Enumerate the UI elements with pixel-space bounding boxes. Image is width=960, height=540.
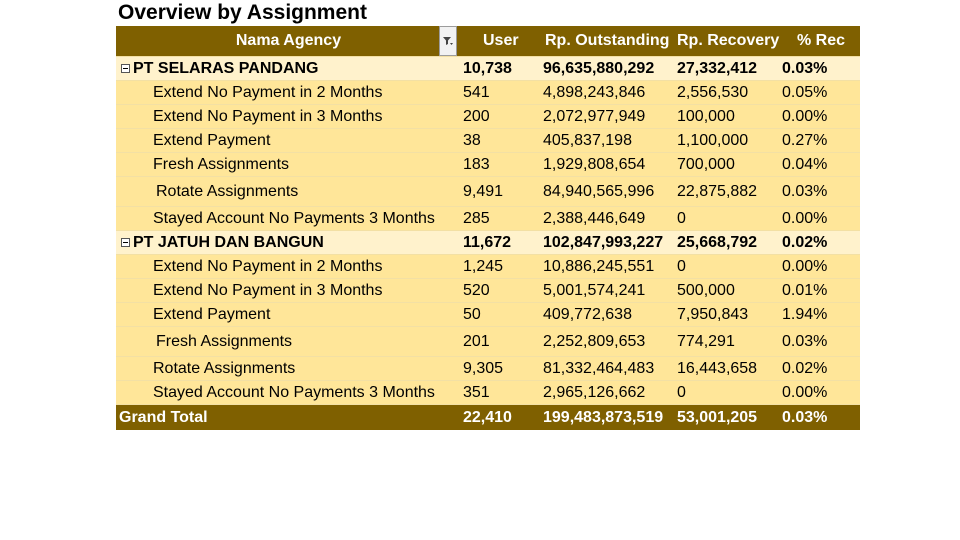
grand-total-label: Grand Total [119,408,208,426]
cell-name: Extend Payment [153,305,271,323]
cell-outstanding: 96,635,880,292 [543,59,655,77]
cell-name: Extend No Payment in 3 Months [153,281,383,299]
group-name: PT SELARAS PANDANG [133,59,319,77]
cell-pct-rec: 0.02% [782,233,828,251]
table-row[interactable] [116,255,860,279]
table-row[interactable] [116,327,860,357]
page-title: Overview by Assignment [118,1,367,24]
cell-outstanding: 199,483,873,519 [543,408,664,426]
cell-recovery: 500,000 [677,281,735,299]
column-header-user[interactable]: User [483,32,519,49]
cell-name: Extend Payment [153,131,271,149]
cell-name: Extend No Payment in 3 Months [153,107,383,125]
group-row[interactable] [116,57,860,81]
cell-outstanding: 2,252,809,653 [543,332,646,350]
cell-recovery: 1,100,000 [677,131,749,149]
collapse-minus-icon[interactable] [121,64,130,73]
cell-recovery: 27,332,412 [677,59,758,77]
cell-user: 200 [463,107,490,125]
cell-outstanding: 409,772,638 [543,305,632,323]
cell-outstanding: 81,332,464,483 [543,359,655,377]
pivot-table [116,26,860,430]
cell-outstanding: 102,847,993,227 [543,233,664,251]
cell-user: 541 [463,83,490,101]
cell-pct-rec: 0.02% [782,359,828,377]
cell-name: Fresh Assignments [156,332,293,350]
cell-user: 9,491 [463,182,504,200]
cell-recovery: 53,001,205 [677,408,758,426]
cell-user: 11,672 [463,233,512,251]
cell-outstanding: 2,072,977,949 [543,107,646,125]
cell-recovery: 0 [677,209,686,227]
cell-recovery: 0 [677,257,686,275]
cell-recovery: 25,668,792 [677,233,758,251]
cell-outstanding: 405,837,198 [543,131,632,149]
column-header-nama-agency[interactable]: Nama Agency [235,32,342,49]
cell-user: 38 [463,131,481,149]
pivot-header-row [116,26,860,57]
cell-outstanding: 5,001,574,241 [543,281,646,299]
cell-outstanding: 10,886,245,551 [543,257,655,275]
table-row[interactable] [116,357,860,381]
cell-recovery: 100,000 [677,107,735,125]
table-row[interactable] [116,381,860,405]
column-header-pct-rec[interactable]: % Rec [797,32,846,49]
cell-pct-rec: 0.00% [782,107,828,125]
cell-outstanding: 2,388,446,649 [543,209,646,227]
cell-outstanding: 84,940,565,996 [543,182,655,200]
cell-user: 285 [463,209,490,227]
cell-name: Stayed Account No Payments 3 Months [153,383,435,401]
cell-recovery: 700,000 [677,155,735,173]
cell-name: Rotate Assignments [153,359,296,377]
column-header-outstanding[interactable]: Rp. Outstanding [545,32,670,49]
table-row[interactable] [116,207,860,231]
cell-recovery: 774,291 [677,332,735,350]
table-row[interactable] [116,81,860,105]
group-name: PT JATUH DAN BANGUN [133,233,324,251]
cell-recovery: 7,950,843 [677,305,749,323]
table-row[interactable] [116,153,860,177]
table-row[interactable] [116,105,860,129]
cell-outstanding: 4,898,243,846 [543,83,646,101]
cell-pct-rec: 0.03% [782,59,828,77]
grand-total-row[interactable] [116,405,860,430]
cell-recovery: 22,875,882 [677,182,758,200]
cell-name: Extend No Payment in 2 Months [153,257,383,275]
filter-dropdown-icon[interactable] [439,26,457,56]
table-row[interactable] [116,279,860,303]
cell-pct-rec: 0.03% [782,408,828,426]
cell-pct-rec: 0.00% [782,257,828,275]
table-row[interactable] [116,303,860,327]
cell-user: 520 [463,281,490,299]
cell-pct-rec: 0.03% [782,332,828,350]
cell-pct-rec: 1.94% [782,305,828,323]
cell-name: Extend No Payment in 2 Months [153,83,383,101]
cell-user: 10,738 [463,59,512,77]
cell-pct-rec: 0.27% [782,131,828,149]
cell-user: 22,410 [463,408,512,426]
cell-user: 351 [463,383,490,401]
cell-user: 1,245 [463,257,504,275]
cell-outstanding: 2,965,126,662 [543,383,646,401]
cell-pct-rec: 0.00% [782,209,828,227]
table-row[interactable] [116,177,860,207]
cell-pct-rec: 0.04% [782,155,828,173]
cell-user: 201 [463,332,490,350]
cell-user: 9,305 [463,359,504,377]
cell-pct-rec: 0.03% [782,182,828,200]
cell-recovery: 0 [677,383,686,401]
column-header-recovery[interactable]: Rp. Recovery [677,32,780,49]
collapse-minus-icon[interactable] [121,238,130,247]
cell-user: 50 [463,305,481,323]
cell-pct-rec: 0.01% [782,281,828,299]
cell-outstanding: 1,929,808,654 [543,155,646,173]
group-row[interactable] [116,231,860,255]
cell-name: Rotate Assignments [156,182,299,200]
cell-user: 183 [463,155,490,173]
cell-name: Fresh Assignments [153,155,290,173]
cell-pct-rec: 0.05% [782,83,828,101]
cell-name: Stayed Account No Payments 3 Months [153,209,435,227]
cell-pct-rec: 0.00% [782,383,828,401]
table-row[interactable] [116,129,860,153]
cell-recovery: 16,443,658 [677,359,758,377]
cell-recovery: 2,556,530 [677,83,749,101]
